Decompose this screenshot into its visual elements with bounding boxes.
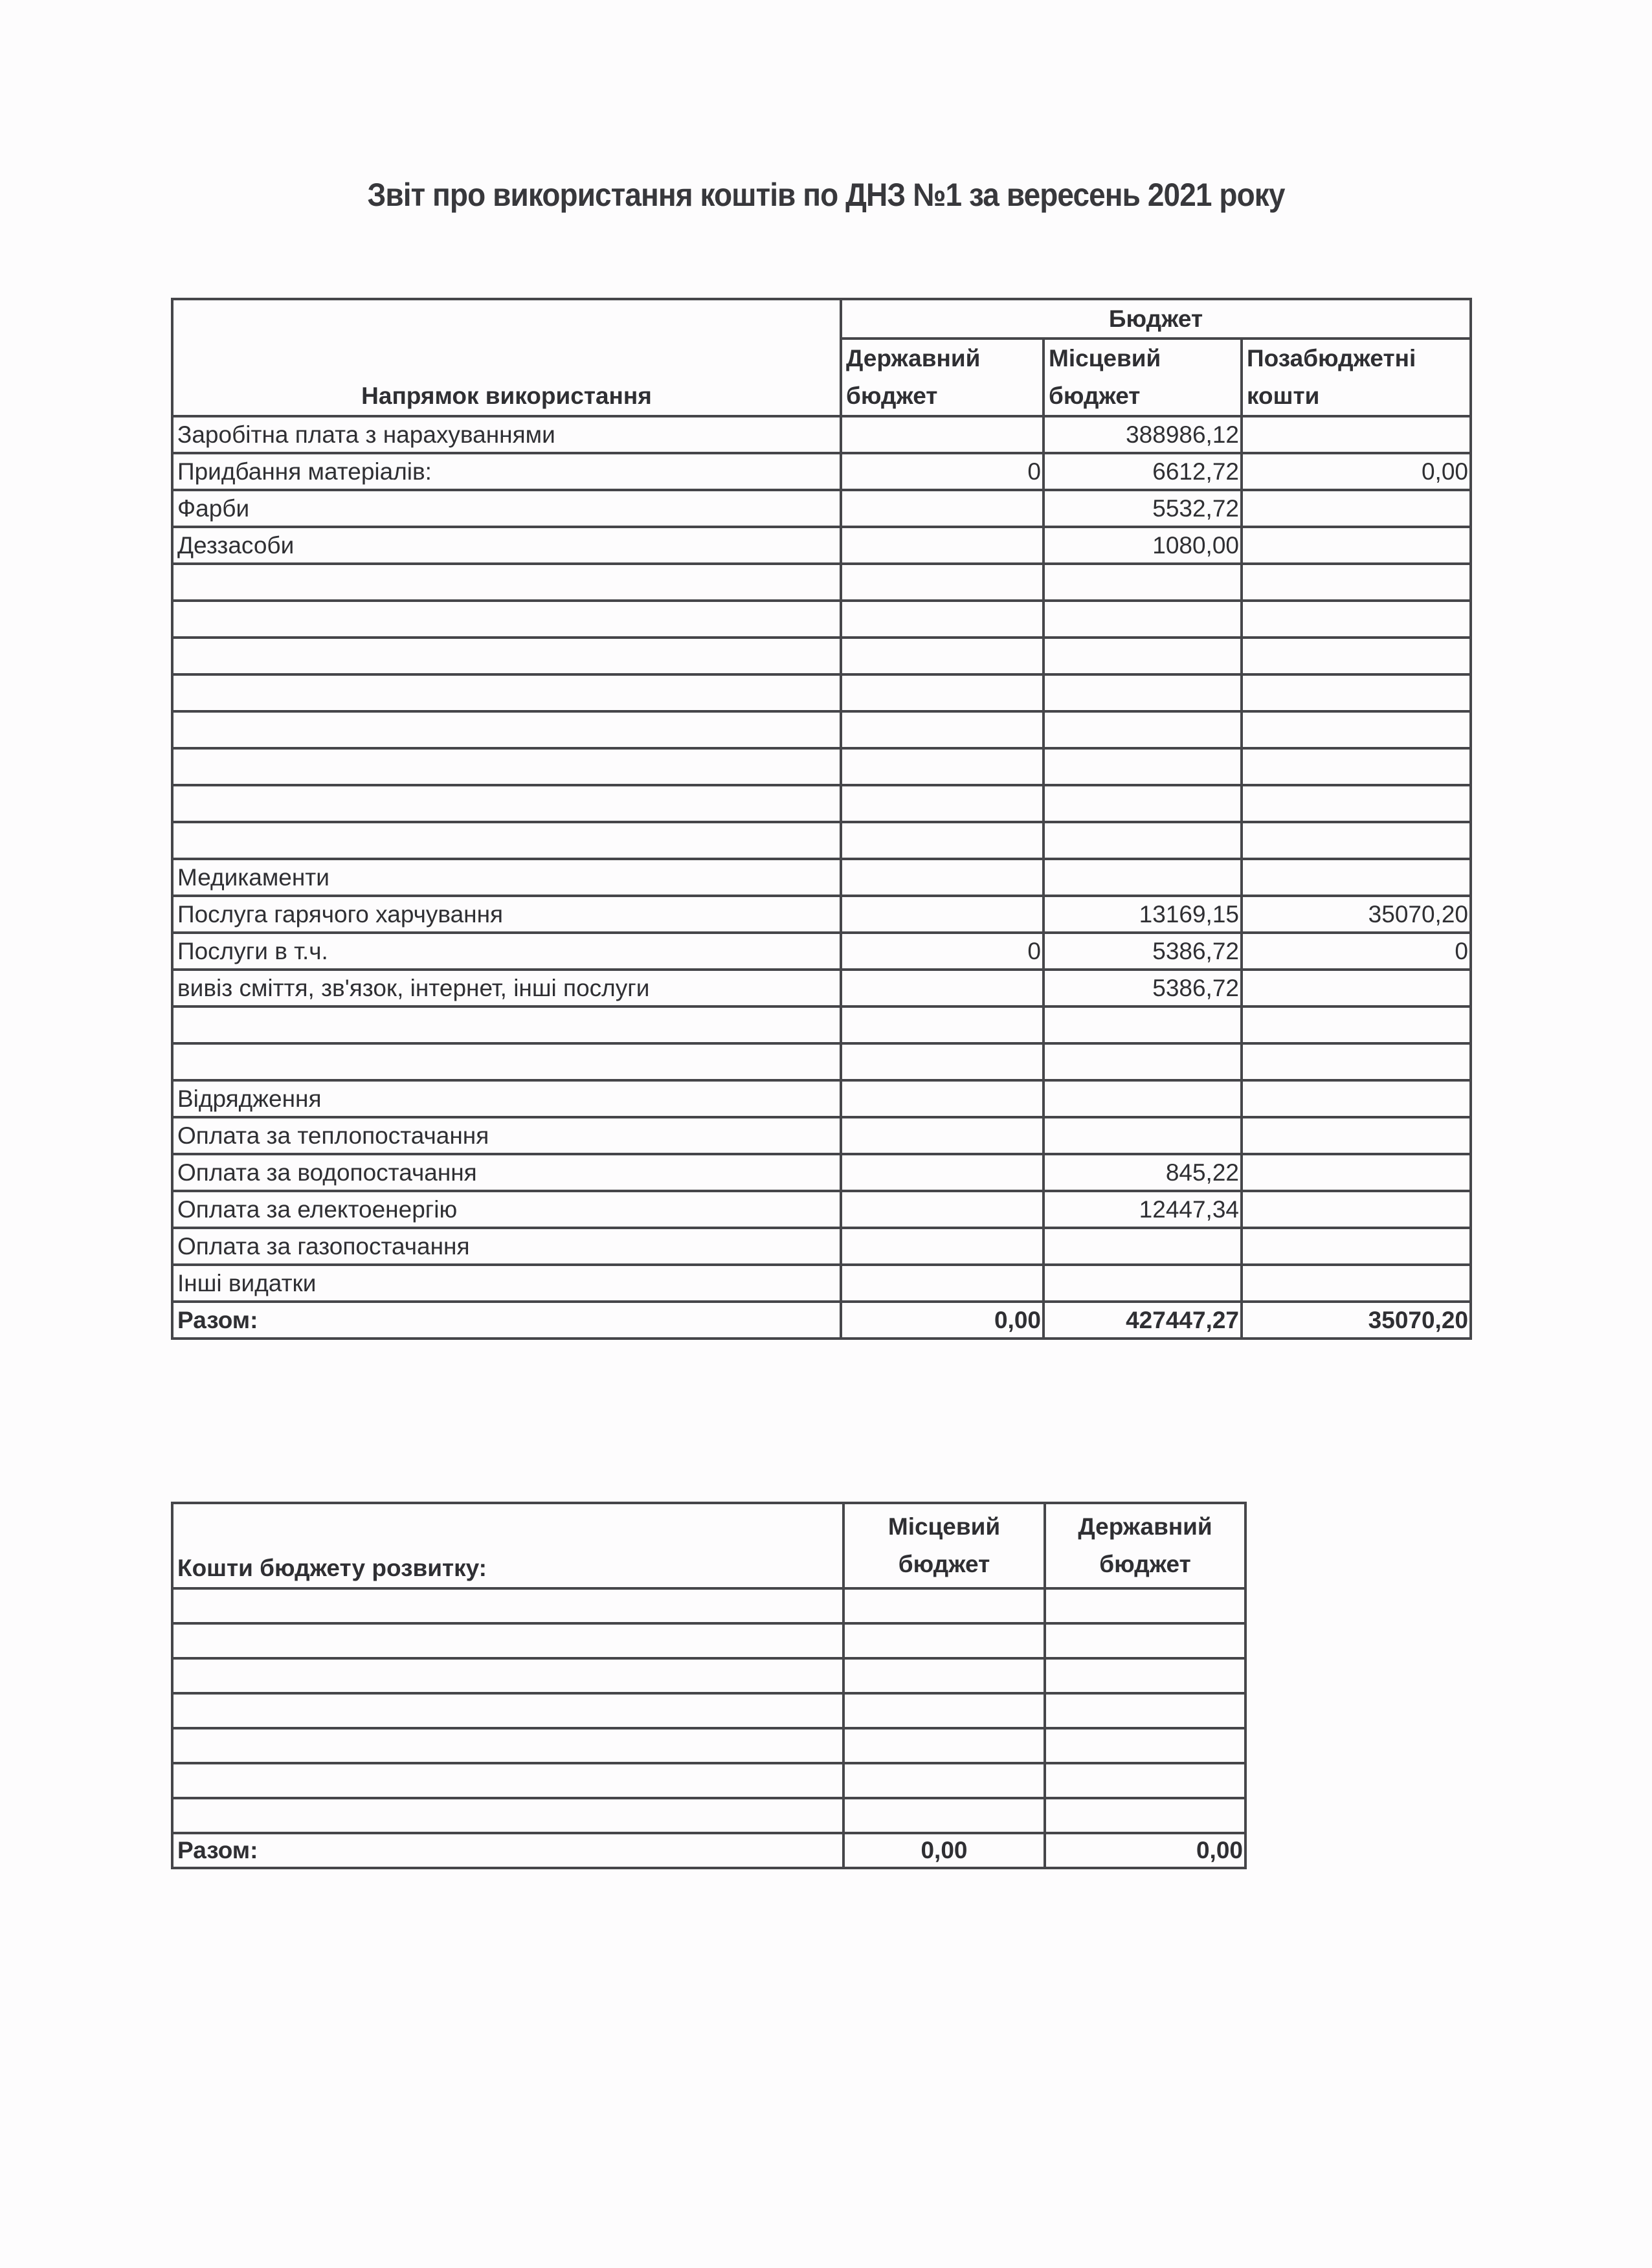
extra-budget-cell	[1242, 1080, 1471, 1117]
table-row	[172, 1043, 1471, 1080]
state-budget-cell	[841, 822, 1044, 859]
table-row	[172, 859, 1471, 896]
state-budget-cell	[841, 527, 1044, 564]
state-budget-cell	[1045, 1798, 1245, 1833]
extra-budget-cell	[1242, 601, 1471, 638]
local-budget-cell	[1044, 1043, 1242, 1080]
local-budget-cell: 5386,72	[1044, 970, 1242, 1006]
state-budget-cell	[1045, 1763, 1245, 1798]
local-budget-cell	[843, 1763, 1045, 1798]
row-label	[172, 674, 841, 711]
table-row	[172, 490, 1471, 527]
dev-total-row	[172, 1833, 1245, 1868]
state-budget-cell	[841, 1006, 1044, 1043]
extra-budget-cell	[1242, 1191, 1471, 1228]
local-budget-cell	[843, 1588, 1045, 1623]
local-budget-cell	[843, 1658, 1045, 1693]
state-budget-cell	[841, 601, 1044, 638]
row-label: вивіз сміття, зв'язок, інтернет, інші послуги	[172, 970, 841, 1006]
dev-table-row	[172, 1623, 1245, 1658]
local-budget-cell: 845,22	[1044, 1154, 1242, 1191]
local-budget-cell: 5386,72	[1044, 933, 1242, 970]
row-label	[172, 1693, 843, 1728]
table-row	[172, 674, 1471, 711]
local-budget-cell	[1044, 785, 1242, 822]
state-budget-cell	[841, 490, 1044, 527]
row-label: Послуги в т.ч.	[172, 933, 841, 970]
state-budget-cell	[1045, 1658, 1245, 1693]
row-label: Оплата за електоенергію	[172, 1191, 841, 1228]
state-budget-cell: 0	[841, 453, 1044, 490]
table-row	[172, 822, 1471, 859]
local-budget-cell	[1044, 674, 1242, 711]
state-budget-cell	[841, 748, 1044, 785]
expenditure-table	[171, 298, 1472, 1340]
table-row	[172, 416, 1471, 453]
extra-budget-cell	[1242, 1265, 1471, 1302]
local-budget-cell: 5532,72	[1044, 490, 1242, 527]
extra-budget-cell	[1242, 527, 1471, 564]
header-budget: Бюджет	[841, 299, 1471, 339]
report-title: Звіт про використання коштів по ДНЗ №1 за вересень 2021 року	[367, 177, 1285, 213]
dev-table-row	[172, 1728, 1245, 1763]
local-budget-cell: 0,00	[843, 1833, 1045, 1868]
table-row	[172, 1117, 1471, 1154]
row-label	[172, 564, 841, 601]
total-row	[172, 1302, 1471, 1339]
dev-table-row	[172, 1693, 1245, 1728]
state-budget-cell	[841, 711, 1044, 748]
state-budget-cell	[841, 785, 1044, 822]
extra-budget-cell	[1242, 674, 1471, 711]
row-label: Медикаменти	[172, 859, 841, 896]
row-label: Послуга гарячого харчування	[172, 896, 841, 933]
extra-budget-cell	[1242, 859, 1471, 896]
row-label: Фарби	[172, 490, 841, 527]
row-label: Деззасоби	[172, 527, 841, 564]
local-budget-cell	[1044, 601, 1242, 638]
row-label	[172, 1763, 843, 1798]
row-label: Заробітна плата з нарахуваннями	[172, 416, 841, 453]
state-budget-cell	[841, 674, 1044, 711]
extra-budget-cell: 0,00	[1242, 453, 1471, 490]
local-budget-cell	[1044, 1006, 1242, 1043]
header-dev-local: Місцевий бюджет	[843, 1503, 1045, 1588]
table-row	[172, 638, 1471, 674]
row-label: Придбання матеріалів:	[172, 453, 841, 490]
table-row	[172, 453, 1471, 490]
local-budget-cell	[1044, 564, 1242, 601]
local-budget-cell: 12447,34	[1044, 1191, 1242, 1228]
extra-budget-cell	[1242, 1154, 1471, 1191]
extra-budget-cell	[1242, 1006, 1471, 1043]
extra-budget-cell	[1242, 970, 1471, 1006]
row-label	[172, 1006, 841, 1043]
local-budget-cell: 13169,15	[1044, 896, 1242, 933]
header-dev-label: Кошти бюджету розвитку:	[172, 1503, 843, 1588]
header-dev-state: Державний бюджет	[1045, 1503, 1245, 1588]
development-budget-table	[171, 1502, 1247, 1869]
extra-budget-cell	[1242, 490, 1471, 527]
row-label	[172, 601, 841, 638]
table-row	[172, 527, 1471, 564]
table-row	[172, 1080, 1471, 1117]
row-label	[172, 638, 841, 674]
extra-budget-cell	[1242, 1043, 1471, 1080]
state-budget-cell	[1045, 1588, 1245, 1623]
row-label: Оплата за водопостачання	[172, 1154, 841, 1191]
state-budget-cell	[841, 859, 1044, 896]
local-budget-cell: 388986,12	[1044, 416, 1242, 453]
state-budget-cell	[841, 638, 1044, 674]
state-budget-cell: 0,00	[841, 1302, 1044, 1339]
extra-budget-cell: 0	[1242, 933, 1471, 970]
table-row	[172, 785, 1471, 822]
row-label	[172, 1043, 841, 1080]
local-budget-cell	[1044, 638, 1242, 674]
table-row	[172, 970, 1471, 1006]
state-budget-cell	[841, 416, 1044, 453]
local-budget-cell	[1044, 711, 1242, 748]
row-label: Інші видатки	[172, 1265, 841, 1302]
local-budget-cell	[1044, 1265, 1242, 1302]
row-label: Разом:	[172, 1302, 841, 1339]
extra-budget-cell	[1242, 1117, 1471, 1154]
table-row	[172, 601, 1471, 638]
local-budget-cell: 427447,27	[1044, 1302, 1242, 1339]
row-label	[172, 1798, 843, 1833]
extra-budget-cell	[1242, 1228, 1471, 1265]
state-budget-cell	[841, 1191, 1044, 1228]
extra-budget-cell	[1242, 638, 1471, 674]
local-budget-cell	[1044, 822, 1242, 859]
table-row	[172, 748, 1471, 785]
extra-budget-cell	[1242, 785, 1471, 822]
dev-table-row	[172, 1763, 1245, 1798]
state-budget-cell	[841, 1117, 1044, 1154]
header-extra-budget: Позабюджетні кошти	[1242, 339, 1471, 416]
row-label: Оплата за теплопостачання	[172, 1117, 841, 1154]
state-budget-cell	[841, 564, 1044, 601]
extra-budget-cell	[1242, 564, 1471, 601]
state-budget-cell	[841, 1228, 1044, 1265]
state-budget-cell	[841, 1043, 1044, 1080]
local-budget-cell: 1080,00	[1044, 527, 1242, 564]
row-label: Оплата за газопостачання	[172, 1228, 841, 1265]
local-budget-cell	[1044, 1080, 1242, 1117]
row-label	[172, 748, 841, 785]
local-budget-cell	[843, 1623, 1045, 1658]
header-local-budget: Місцевий бюджет	[1044, 339, 1242, 416]
extra-budget-cell	[1242, 711, 1471, 748]
local-budget-cell	[1044, 748, 1242, 785]
dev-table-row	[172, 1798, 1245, 1833]
header-direction: Напрямок використання	[172, 299, 841, 416]
local-budget-cell	[1044, 859, 1242, 896]
local-budget-cell	[843, 1693, 1045, 1728]
table-row	[172, 1191, 1471, 1228]
local-budget-cell	[1044, 1228, 1242, 1265]
state-budget-cell	[1045, 1728, 1245, 1763]
dev-table-row	[172, 1588, 1245, 1623]
table-row	[172, 711, 1471, 748]
table-row	[172, 1006, 1471, 1043]
row-label	[172, 822, 841, 859]
table-row	[172, 1154, 1471, 1191]
state-budget-cell	[1045, 1693, 1245, 1728]
row-label	[172, 711, 841, 748]
extra-budget-cell: 35070,20	[1242, 896, 1471, 933]
local-budget-cell	[843, 1728, 1045, 1763]
state-budget-cell: 0	[841, 933, 1044, 970]
local-budget-cell	[843, 1798, 1045, 1833]
state-budget-cell	[841, 970, 1044, 1006]
header-state-budget: Державний бюджет	[841, 339, 1044, 416]
state-budget-cell	[841, 1154, 1044, 1191]
row-label	[172, 1728, 843, 1763]
extra-budget-cell	[1242, 416, 1471, 453]
row-label: Разом:	[172, 1833, 843, 1868]
row-label	[172, 1658, 843, 1693]
table-row	[172, 933, 1471, 970]
extra-budget-cell	[1242, 822, 1471, 859]
state-budget-cell	[841, 1080, 1044, 1117]
table-row	[172, 1265, 1471, 1302]
table-row	[172, 564, 1471, 601]
row-label	[172, 1588, 843, 1623]
row-label: Відрядження	[172, 1080, 841, 1117]
dev-table-row	[172, 1658, 1245, 1693]
local-budget-cell	[1044, 1117, 1242, 1154]
extra-budget-cell	[1242, 748, 1471, 785]
row-label	[172, 785, 841, 822]
table-row	[172, 896, 1471, 933]
table-row	[172, 1228, 1471, 1265]
state-budget-cell	[841, 896, 1044, 933]
extra-budget-cell: 35070,20	[1242, 1302, 1471, 1339]
state-budget-cell	[1045, 1623, 1245, 1658]
state-budget-cell	[841, 1265, 1044, 1302]
local-budget-cell: 6612,72	[1044, 453, 1242, 490]
row-label	[172, 1623, 843, 1658]
state-budget-cell: 0,00	[1045, 1833, 1245, 1868]
